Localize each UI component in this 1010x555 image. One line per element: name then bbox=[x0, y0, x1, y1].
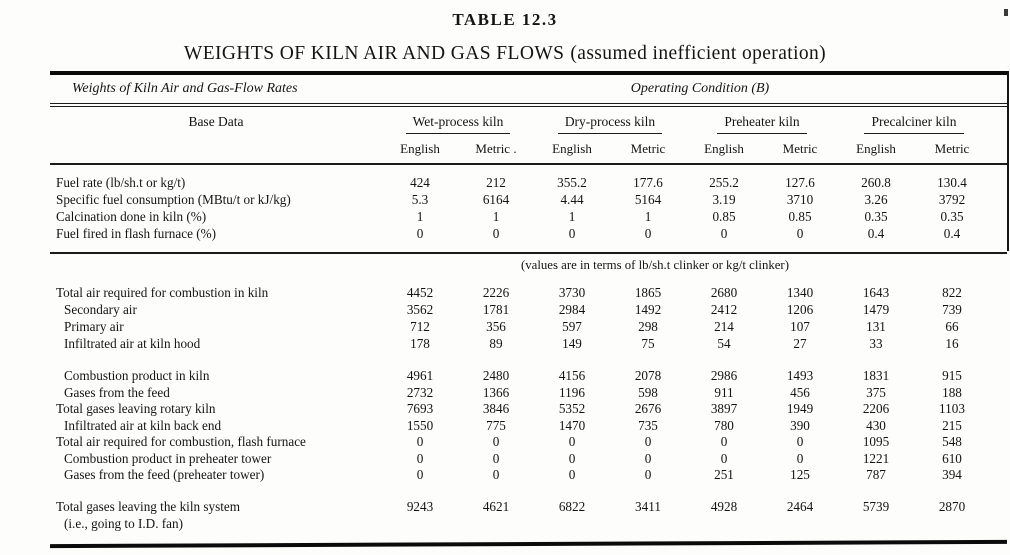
kiln-group-header-row bbox=[50, 107, 1007, 138]
cell-value: 66 bbox=[945, 319, 959, 334]
table-row bbox=[50, 368, 1007, 385]
group-header-wet-process: Wet-process kiln bbox=[382, 114, 534, 138]
table-row bbox=[50, 385, 1007, 402]
scan-artifact bbox=[1004, 9, 1008, 16]
cell-value: 0 bbox=[568, 467, 576, 482]
row-label: Gases from the feed (preheater tower) bbox=[64, 467, 265, 482]
table-row bbox=[50, 208, 1007, 225]
cell-value: 390 bbox=[790, 417, 810, 433]
cell-value: 89 bbox=[489, 336, 503, 351]
cell-value: 3.26 bbox=[864, 192, 888, 207]
row-label: Total gases leaving rotary kiln bbox=[56, 401, 216, 416]
cell-value: 2986 bbox=[710, 368, 738, 383]
cell-value: 1831 bbox=[862, 368, 890, 383]
cell-value: 610 bbox=[942, 450, 962, 466]
cell-value: 0 bbox=[720, 434, 728, 449]
group-header-preheater: Preheater kiln bbox=[686, 114, 838, 138]
unit-header: English bbox=[400, 141, 440, 156]
cell-value: 7693 bbox=[406, 401, 434, 416]
left-section-title: Weights of Kiln Air and Gas-Flow Rates bbox=[72, 81, 298, 96]
cell-value: 3792 bbox=[938, 192, 966, 207]
cell-value: 3730 bbox=[558, 285, 586, 300]
table-row bbox=[50, 451, 1007, 468]
cell-value: 2680 bbox=[710, 285, 738, 300]
cell-value: 3411 bbox=[635, 498, 661, 514]
unit-header: Metric . bbox=[475, 141, 517, 156]
cell-value: 127.6 bbox=[785, 175, 815, 190]
cell-value: 0.85 bbox=[712, 209, 736, 224]
row-label: Primary air bbox=[64, 319, 124, 334]
group-header-dry-process: Dry-process kiln bbox=[534, 114, 686, 138]
cell-value: 188 bbox=[942, 384, 962, 400]
table-number: TABLE 12.3 bbox=[452, 10, 558, 29]
units-note: (values are in terms of lb/sh.t clinker or kg/t clinker) bbox=[521, 258, 789, 272]
table-title-qualifier: (assumed inefficient operation) bbox=[570, 43, 827, 64]
base-data-header: Base Data bbox=[188, 114, 244, 129]
unit-header: English bbox=[552, 141, 592, 156]
cell-value: 16 bbox=[945, 336, 959, 351]
cell-value: 4621 bbox=[482, 498, 510, 514]
data-table bbox=[50, 71, 1007, 546]
cell-value: 597 bbox=[562, 319, 582, 334]
cell-value: 1206 bbox=[786, 302, 814, 317]
cell-value: 131 bbox=[866, 319, 886, 334]
row-label: Fuel rate (lb/sh.t or kg/t) bbox=[56, 175, 186, 190]
totals-section bbox=[50, 484, 1007, 542]
cell-value: 0.35 bbox=[940, 209, 964, 224]
cell-value: 4156 bbox=[558, 368, 586, 383]
cell-value: 5164 bbox=[634, 192, 662, 207]
row-label: Specific fuel consumption (MBtu/t or kJ/kg) bbox=[56, 192, 291, 207]
cell-value: 0 bbox=[492, 450, 500, 466]
header-right-border bbox=[1007, 71, 1009, 251]
cell-value: 0.35 bbox=[864, 209, 888, 224]
unit-header-spacer bbox=[50, 141, 382, 163]
unit-header: Metric bbox=[630, 141, 666, 156]
cell-value: 1221 bbox=[862, 450, 890, 466]
cell-value: 0.4 bbox=[867, 226, 885, 241]
cell-value: 0 bbox=[644, 434, 652, 449]
cell-value: 5352 bbox=[558, 401, 586, 416]
cell-value: 0 bbox=[568, 434, 576, 449]
cell-value: 3846 bbox=[482, 401, 510, 416]
cell-value: 1643 bbox=[862, 285, 890, 300]
row-label: Total gases leaving the kiln system (i.e., going to I.D. fan) bbox=[50, 498, 382, 532]
cell-value: 2078 bbox=[634, 368, 662, 383]
cell-value: 0 bbox=[492, 467, 500, 482]
cell-value: 911 bbox=[714, 384, 734, 400]
cell-value: 107 bbox=[790, 319, 810, 334]
cell-value: 548 bbox=[942, 434, 962, 449]
cell-value: 255.2 bbox=[709, 175, 739, 190]
table-row bbox=[50, 318, 1007, 335]
cell-value: 822 bbox=[942, 285, 962, 300]
cell-value: 0 bbox=[796, 434, 804, 449]
cell-value: 1492 bbox=[634, 302, 662, 317]
row-label: Secondary air bbox=[64, 302, 137, 317]
cell-value: 2206 bbox=[862, 401, 890, 416]
cell-value: 2412 bbox=[710, 302, 738, 317]
cell-value: 2676 bbox=[634, 401, 662, 416]
cell-value: 0 bbox=[644, 450, 652, 466]
row-label: Calcination done in kiln (%) bbox=[56, 209, 207, 224]
cell-value: 456 bbox=[790, 384, 810, 400]
cell-value: 5.3 bbox=[411, 192, 429, 207]
cell-value: 2732 bbox=[406, 384, 434, 400]
cell-value: 298 bbox=[638, 319, 658, 334]
table-row bbox=[50, 191, 1007, 208]
page-title bbox=[0, 43, 1010, 65]
cell-value: 0 bbox=[796, 226, 804, 241]
cell-value: 1949 bbox=[786, 401, 814, 416]
cell-value: 0 bbox=[568, 450, 576, 466]
cell-value: 75 bbox=[641, 336, 655, 351]
cell-value: 1095 bbox=[862, 434, 890, 449]
cell-value: 251 bbox=[714, 467, 734, 482]
unit-header: Metric bbox=[934, 141, 970, 156]
cell-value: 212 bbox=[486, 175, 506, 190]
cell-value: 1865 bbox=[634, 285, 662, 300]
row-label: Combustion product in kiln bbox=[64, 368, 210, 383]
cell-value: 0 bbox=[720, 226, 728, 241]
cell-value: 424 bbox=[410, 175, 430, 190]
cell-value: 0 bbox=[796, 450, 804, 466]
unit-header: English bbox=[856, 141, 896, 156]
table-row bbox=[50, 434, 1007, 451]
row-label: Gases from the feed bbox=[64, 384, 170, 400]
table-row bbox=[50, 225, 1007, 242]
cell-value: 780 bbox=[714, 417, 734, 433]
combustion-air-section bbox=[50, 278, 1007, 352]
row-label: Infiltrated air at kiln hood bbox=[64, 336, 201, 351]
cell-value: 27 bbox=[793, 336, 807, 351]
cell-value: 356 bbox=[486, 319, 506, 334]
cell-value: 430 bbox=[866, 417, 886, 433]
group-header-precalciner: Precalciner kiln bbox=[838, 114, 990, 138]
cell-value: 4961 bbox=[406, 368, 434, 383]
cell-value: 2226 bbox=[482, 285, 510, 300]
cell-value: 1 bbox=[568, 209, 576, 224]
cell-value: 375 bbox=[866, 384, 886, 400]
cell-value: 739 bbox=[942, 302, 962, 317]
cell-value: 1781 bbox=[482, 302, 510, 317]
cell-value: 149 bbox=[562, 336, 582, 351]
cell-value: 6822 bbox=[558, 498, 586, 514]
cell-value: 260.8 bbox=[861, 175, 891, 190]
cell-value: 0 bbox=[492, 226, 500, 241]
row-label: Fuel fired in flash furnace (%) bbox=[56, 226, 217, 241]
base-data-section bbox=[50, 165, 1007, 252]
cell-value: 4.44 bbox=[560, 192, 584, 207]
cell-value: 0 bbox=[416, 226, 424, 241]
cell-value: 1 bbox=[492, 209, 500, 224]
cell-value: 1 bbox=[416, 209, 424, 224]
cell-value: 0 bbox=[492, 434, 500, 449]
cell-value: 2480 bbox=[482, 368, 510, 383]
cell-value: 214 bbox=[714, 319, 734, 334]
cell-value: 125 bbox=[790, 467, 810, 482]
cell-value: 178 bbox=[410, 336, 430, 351]
cell-value: 1493 bbox=[786, 368, 814, 383]
cell-value: 4452 bbox=[406, 285, 434, 300]
cell-value: 5739 bbox=[862, 498, 890, 514]
cell-value: 1 bbox=[644, 209, 652, 224]
cell-value: 2464 bbox=[786, 498, 814, 514]
cell-value: 33 bbox=[869, 336, 883, 351]
cell-value: 1479 bbox=[862, 302, 890, 317]
operating-condition-title: Operating Condition (B) bbox=[630, 81, 770, 96]
row-label: Infiltrated air at kiln back end bbox=[64, 417, 222, 433]
cell-value: 54 bbox=[717, 336, 731, 351]
header-band-titles bbox=[50, 75, 1007, 103]
cell-value: 9243 bbox=[406, 498, 434, 514]
unit-header-row bbox=[50, 138, 1007, 163]
table-row bbox=[50, 498, 1007, 532]
cell-value: 775 bbox=[486, 417, 506, 433]
cell-value: 1366 bbox=[482, 384, 510, 400]
cell-value: 735 bbox=[638, 417, 658, 433]
cell-value: 1196 bbox=[559, 384, 585, 400]
cell-value: 2870 bbox=[938, 498, 966, 514]
table-row bbox=[50, 418, 1007, 435]
cell-value: 0 bbox=[720, 450, 728, 466]
table-row bbox=[50, 335, 1007, 352]
cell-value: 0 bbox=[644, 467, 652, 482]
cell-value: 0 bbox=[568, 226, 576, 241]
table-row bbox=[50, 284, 1007, 301]
cell-value: 6164 bbox=[482, 192, 510, 207]
table-title-main: WEIGHTS OF KILN AIR AND GAS FLOWS bbox=[183, 43, 565, 64]
cell-value: 355.2 bbox=[557, 175, 587, 190]
cell-value: 3562 bbox=[406, 302, 434, 317]
cell-value: 0 bbox=[416, 450, 424, 466]
gas-flows-section bbox=[50, 352, 1007, 484]
cell-value: 598 bbox=[638, 384, 658, 400]
cell-value: 1470 bbox=[558, 417, 586, 433]
cell-value: 0 bbox=[644, 226, 652, 241]
cell-value: 130.4 bbox=[937, 175, 967, 190]
cell-value: 2984 bbox=[558, 302, 586, 317]
cell-value: 0 bbox=[416, 467, 424, 482]
cell-value: 0 bbox=[416, 434, 424, 449]
cell-value: 712 bbox=[410, 319, 430, 334]
cell-value: 394 bbox=[942, 467, 962, 482]
table-row bbox=[50, 301, 1007, 318]
cell-value: 1340 bbox=[786, 285, 814, 300]
row-label-second-line: (i.e., going to I.D. fan) bbox=[64, 515, 184, 531]
cell-value: 1550 bbox=[406, 417, 434, 433]
cell-value: 215 bbox=[942, 417, 962, 433]
cell-value: 3.19 bbox=[712, 192, 736, 207]
unit-header: English bbox=[704, 141, 744, 156]
cell-value: 3710 bbox=[786, 192, 814, 207]
table-row bbox=[50, 174, 1007, 191]
table-row bbox=[50, 467, 1007, 484]
table-row bbox=[50, 401, 1007, 418]
cell-value: 4928 bbox=[710, 498, 738, 514]
cell-value: 1103 bbox=[939, 401, 965, 416]
cell-value: 0.4 bbox=[943, 226, 961, 241]
row-label: Combustion product in preheater tower bbox=[64, 450, 272, 466]
unit-header: Metric bbox=[782, 141, 818, 156]
cell-value: 915 bbox=[942, 368, 962, 383]
cell-value: 3897 bbox=[710, 401, 738, 416]
row-label: Total air required for combustion in kiln bbox=[56, 285, 269, 300]
row-label: Total air required for combustion, flash furnace bbox=[56, 434, 306, 449]
cell-value: 0.85 bbox=[788, 209, 812, 224]
cell-value: 177.6 bbox=[633, 175, 663, 190]
cell-value: 787 bbox=[866, 467, 886, 482]
